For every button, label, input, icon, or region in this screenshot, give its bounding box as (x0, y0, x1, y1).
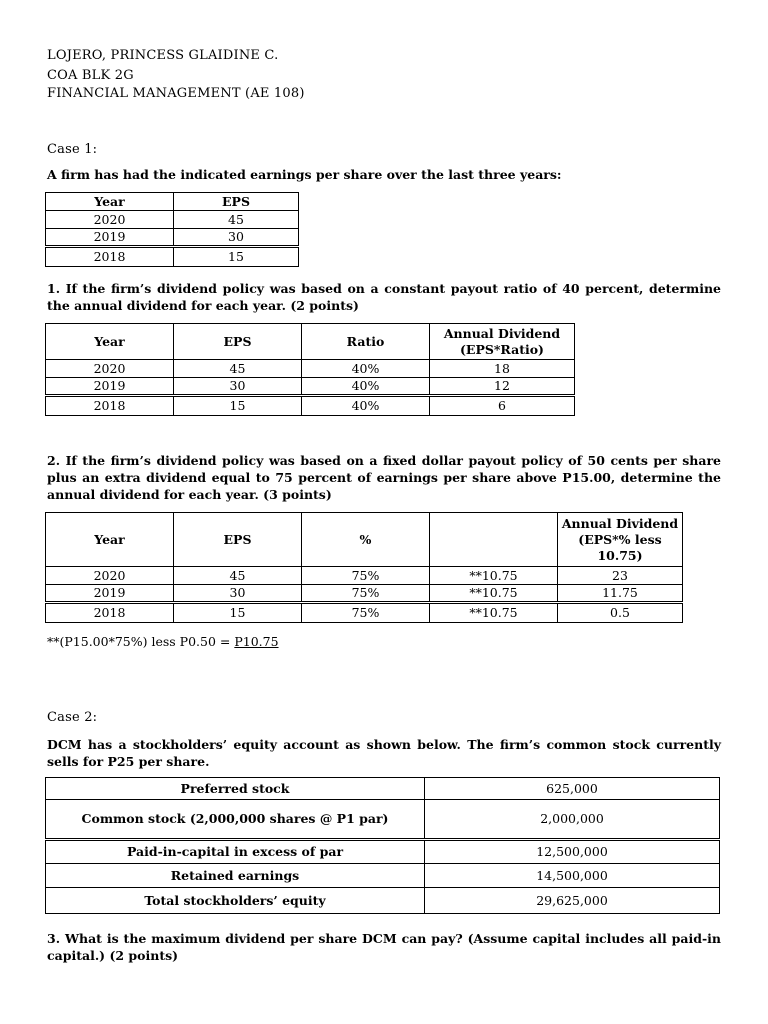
col-header-year: Year (46, 193, 174, 211)
payout-ratio-table (45, 323, 575, 416)
cell: 15 (174, 247, 299, 267)
eps-table (45, 192, 299, 267)
header-line-3: 10.75) (597, 547, 643, 563)
case1-title: Case 1: (47, 142, 98, 157)
cell: **10.75 (430, 567, 558, 585)
cell: 40% (302, 396, 430, 416)
course-title: FINANCIAL MANAGEMENT (AE 108) (47, 86, 305, 101)
cell: 2019 (46, 585, 174, 603)
header-line-1: Annual Dividend (561, 515, 679, 531)
cell: 30 (174, 585, 302, 603)
cell: 15 (174, 603, 302, 623)
table-row (46, 396, 575, 416)
cell: 45 (174, 360, 302, 378)
case2-title: Case 2: (47, 710, 98, 725)
cell: 45 (174, 211, 299, 229)
cell: 40% (302, 378, 430, 396)
cell: **10.75 (430, 603, 558, 623)
row-label: Paid-in-capital in excess of par (46, 840, 425, 864)
table-row (46, 378, 575, 396)
table-row (46, 247, 299, 267)
student-block: COA BLK 2G (47, 68, 134, 83)
table-row (46, 229, 299, 247)
row-value: 625,000 (425, 778, 720, 800)
cell: 0.5 (558, 603, 683, 623)
table-row (46, 567, 683, 585)
col-header-percent: % (302, 513, 430, 567)
row-value: 2,000,000 (425, 800, 720, 840)
row-value: 29,625,000 (425, 888, 720, 914)
cell: 15 (174, 396, 302, 416)
row-label: Retained earnings (46, 864, 425, 888)
table-row (46, 864, 720, 888)
table-row (46, 360, 575, 378)
cell: 2019 (46, 378, 174, 396)
cell: 2018 (46, 396, 174, 416)
cell: 2020 (46, 567, 174, 585)
table-row (46, 888, 720, 914)
question-2: 2. If the firm’s dividend policy was based on a fixed dollar payout policy of 50 cents per share plus an extra dividend equal to 75 percent of earnings per share above P15.00, determine the annual dividend for each year. (3 points) (47, 453, 721, 502)
table-row (46, 778, 720, 800)
col-header-eps: EPS (174, 513, 302, 567)
col-header-annual-dividend (558, 513, 683, 567)
col-header-eps: EPS (174, 193, 299, 211)
cell: 18 (430, 360, 575, 378)
cell: 75% (302, 567, 430, 585)
table-row (46, 585, 683, 603)
cell: 30 (174, 229, 299, 247)
cell: 75% (302, 585, 430, 603)
question-1: 1. If the firm’s dividend policy was based on a constant payout ratio of 40 percent, determine the annual dividend for each year. (2 points) (47, 281, 721, 313)
table-row (46, 603, 683, 623)
row-value: 12,500,000 (425, 840, 720, 864)
header-line-2: (EPS*% less (578, 531, 662, 547)
col-header-ratio: Ratio (302, 324, 430, 360)
cell: 2019 (46, 229, 174, 247)
col-header-blank (430, 513, 558, 567)
cell: **10.75 (430, 585, 558, 603)
case1-intro: A firm has had the indicated earnings per share over the last three years: (47, 167, 562, 182)
footnote-result: P10.75 (234, 634, 279, 649)
cell: 75% (302, 603, 430, 623)
cell: 40% (302, 360, 430, 378)
col-header-eps: EPS (174, 324, 302, 360)
footnote-text: **(P15.00*75%) less P0.50 = (47, 634, 235, 649)
footnote (47, 634, 279, 649)
cell: 23 (558, 567, 683, 585)
cell: 6 (430, 396, 575, 416)
cell: 2020 (46, 360, 174, 378)
row-label: Preferred stock (46, 778, 425, 800)
cell: 30 (174, 378, 302, 396)
equity-table (45, 777, 720, 914)
table-row (46, 211, 299, 229)
cell: 2018 (46, 603, 174, 623)
cell: 11.75 (558, 585, 683, 603)
row-label: Common stock (2,000,000 shares @ P1 par) (46, 800, 425, 840)
table-row (46, 800, 720, 840)
col-header-year: Year (46, 513, 174, 567)
col-header-annual-dividend (430, 324, 575, 360)
question-3: 3. What is the maximum dividend per share DCM can pay? (Assume capital includes all paid-in capital.) (2 points) (47, 931, 721, 963)
row-label: Total stockholders’ equity (46, 888, 425, 914)
cell: 12 (430, 378, 575, 396)
table-row (46, 840, 720, 864)
cell: 2018 (46, 247, 174, 267)
cell: 2020 (46, 211, 174, 229)
cell: 45 (174, 567, 302, 585)
fixed-payout-table (45, 512, 683, 623)
student-name: LOJERO, PRINCESS GLAIDINE C. (47, 48, 279, 63)
row-value: 14,500,000 (425, 864, 720, 888)
case2-intro: DCM has a stockholders’ equity account as shown below. The firm’s common stock currently sells for P25 per share. (47, 737, 721, 769)
header-line-1: Annual Dividend (443, 325, 561, 341)
col-header-year: Year (46, 324, 174, 360)
header-line-2: (EPS*Ratio) (460, 341, 544, 357)
